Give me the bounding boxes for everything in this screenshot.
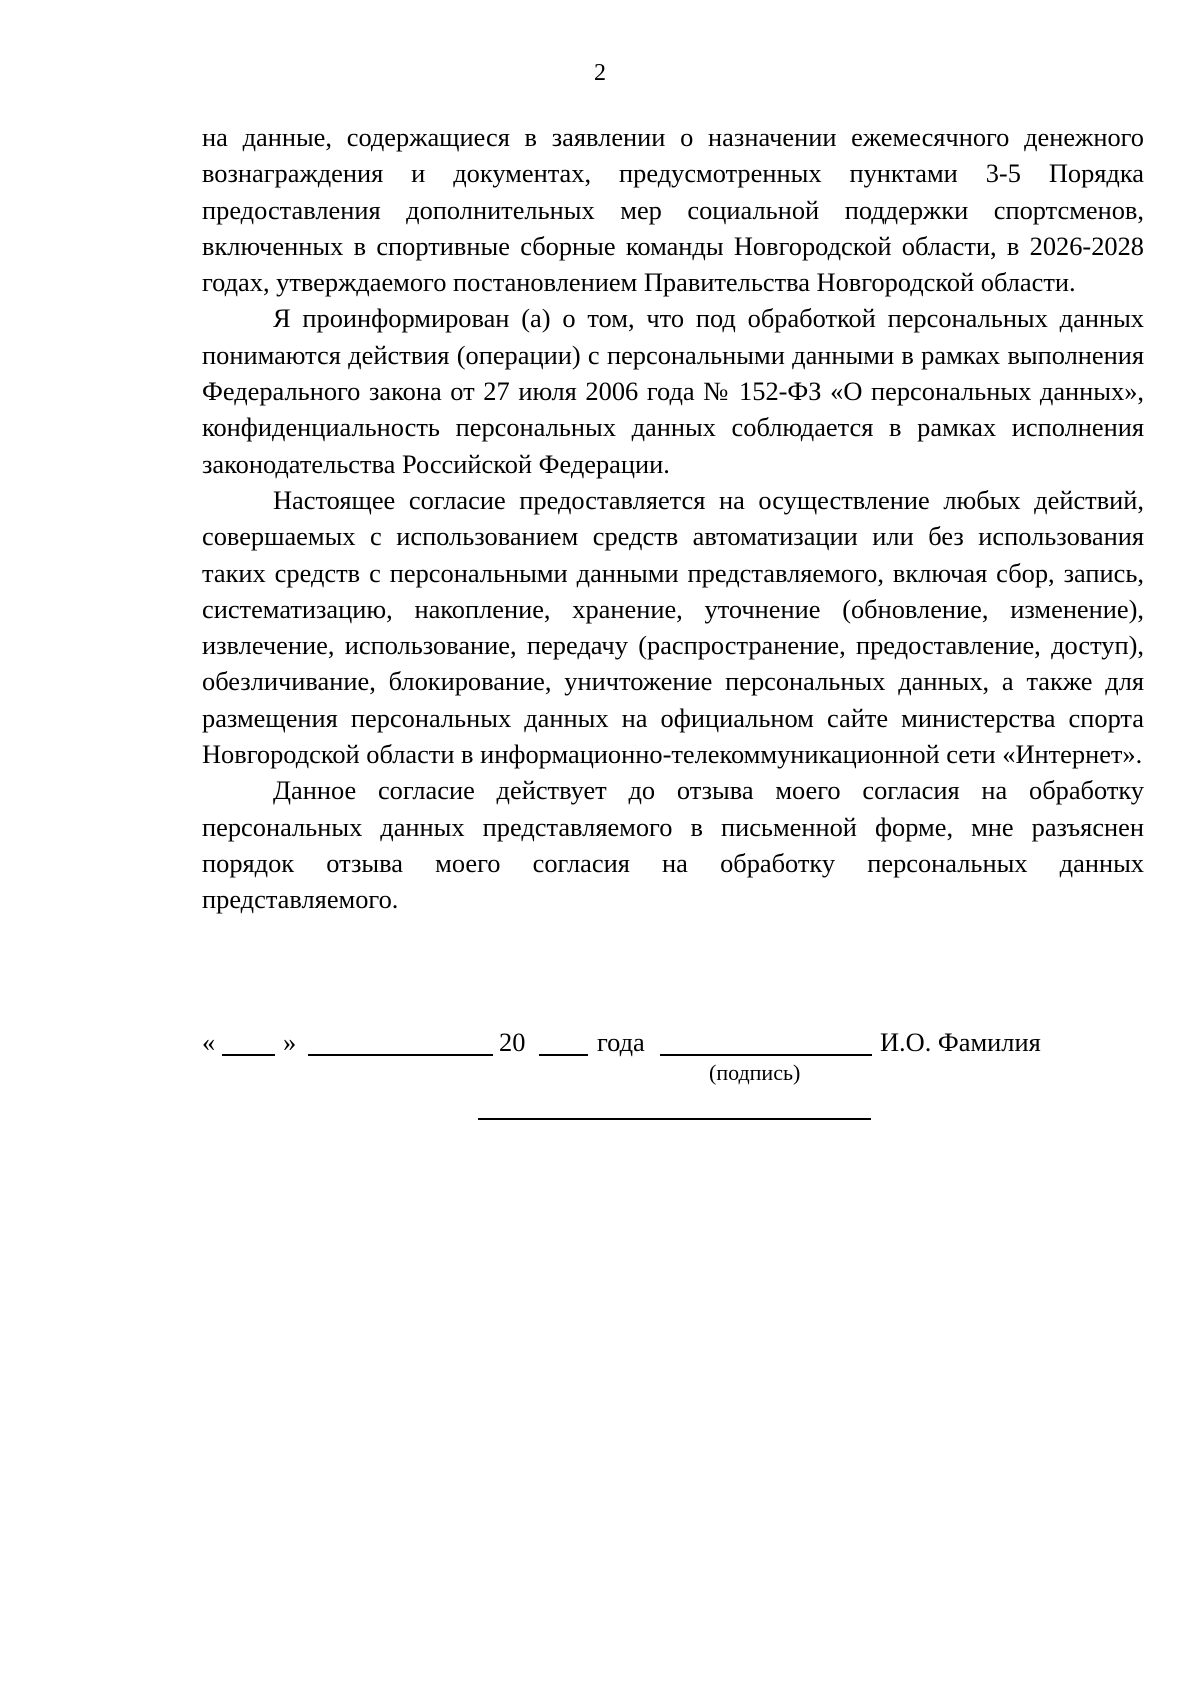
close-quote: » [283, 1027, 297, 1057]
signature-date-row [202, 1024, 1162, 1060]
paragraph-3: Настоящее согласие предоставляется на осуществление любых действий, совершаемых с использованием средств автоматизации или без использования таких средств с персональными данными представляемого, включая сбор, запись, систематизацию, накопление, хранение, уточнение (обновление, изменение), извлечение, использование, передачу (распространение, предоставление, доступ), обезличивание, блокирование, уничтожение персональных данных, а также для размещения персональных данных на официальном сайте министерства спорта Новгородской области в информационно-телекоммуникационной сети «Интернет». [202, 484, 1144, 770]
bottom-separator-line [478, 1118, 871, 1120]
day-blank-line [222, 1054, 275, 1056]
paragraph-1: на данные, содержащиеся в заявлении о назначении ежемесячного денежного вознаграждения и документах, предусмотренных пунктами 3-5 Порядка предоставления дополнительных мер социальной поддержки спортсменов, включенных в спортивные сборные команды Новгородской области, в 2026-2028 годах, утверждаемого постановлением Правительства Новгородской области. [202, 122, 1144, 298]
paragraph-2: Я проинформирован (а) о том, что под обработкой персональных данных понимаются действия (операции) с персональными данными в рамках выполнения Федерального закона от 27 июля 2006 года № 152-ФЗ «О персональных данных», конфиденциальность персональных данных соблюдается в рамках исполнения законодательства Российской Федерации. [202, 303, 1144, 479]
signer-name: И.О. Фамилия [880, 1027, 1041, 1057]
month-blank-line [308, 1054, 493, 1056]
year-suffix: года [597, 1027, 645, 1057]
signature-caption: (подпись) [709, 1060, 801, 1085]
open-quote: « [202, 1027, 216, 1057]
paragraph-4: Данное согласие действует до отзыва моего согласия на обработку персональных данных представляемого в письменной форме, мне разъяснен порядок отзыва моего согласия на обработку персональных данных представляемого. [202, 775, 1144, 915]
page-number: 2 [594, 60, 606, 86]
document-body [202, 119, 1144, 918]
year-prefix: 20 [499, 1027, 526, 1057]
year-blank-line [539, 1054, 588, 1056]
signature-blank-line [660, 1054, 872, 1056]
